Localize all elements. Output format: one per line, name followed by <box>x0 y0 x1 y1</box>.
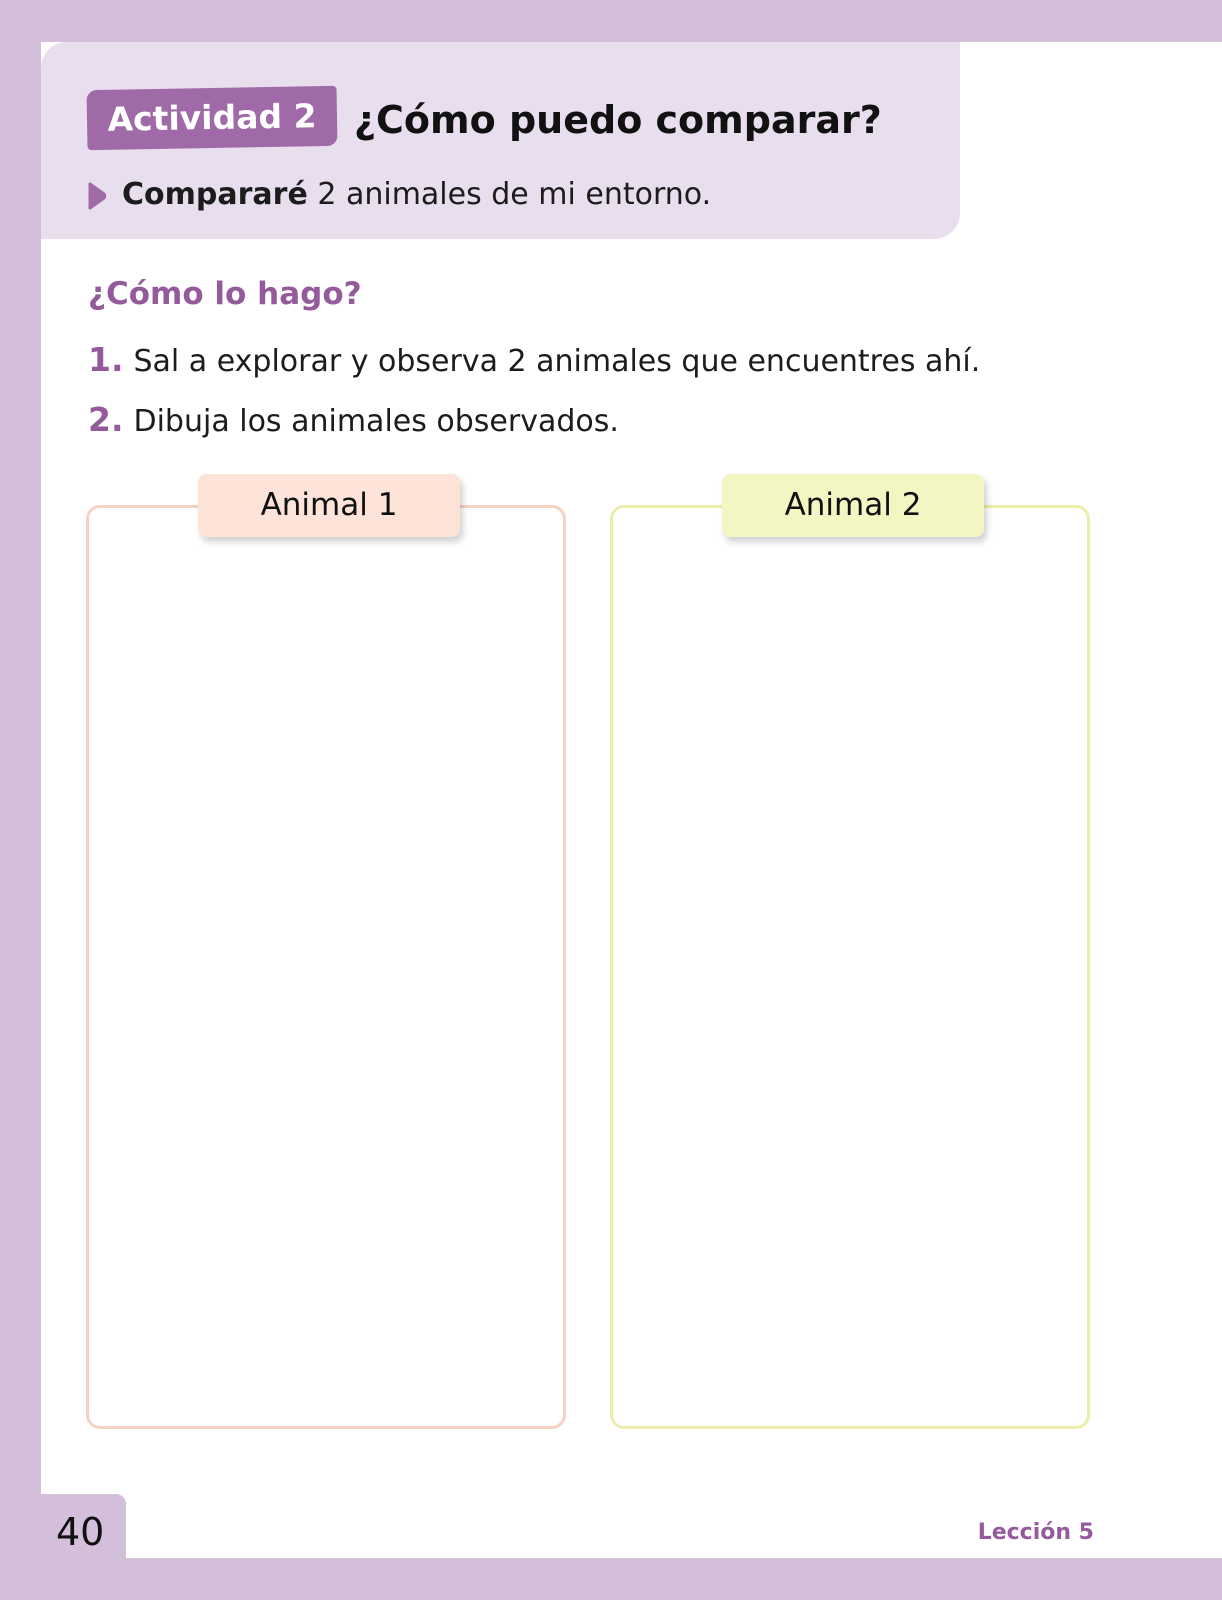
instruction-step <box>88 336 980 386</box>
lesson-label: Lección 5 <box>977 1520 1094 1545</box>
step-number: 1. <box>88 340 124 379</box>
activity-objective <box>122 172 711 218</box>
objective-text: 2 animales de mi entorno. <box>307 177 712 212</box>
drawing-area-label: Animal 1 <box>198 474 460 537</box>
step-text: Dibuja los animales observados. <box>133 404 619 439</box>
drawing-area-label: Animal 2 <box>722 474 984 537</box>
activity-title: ¿Cómo puedo comparar? <box>354 98 882 142</box>
step-text: Sal a explorar y observa 2 animales que encuentres ahí. <box>133 344 981 379</box>
instruction-step <box>88 396 619 446</box>
triangle-bullet-icon <box>88 182 106 210</box>
objective-verb: Compararé <box>122 177 308 212</box>
drawing-area-animal-2[interactable] <box>610 505 1090 1429</box>
instructions-heading: ¿Cómo lo hago? <box>88 276 362 312</box>
page-number: 40 <box>56 1510 105 1554</box>
step-number: 2. <box>88 400 124 439</box>
activity-badge: Actividad 2 <box>86 86 337 150</box>
drawing-area-animal-1[interactable] <box>86 505 566 1429</box>
